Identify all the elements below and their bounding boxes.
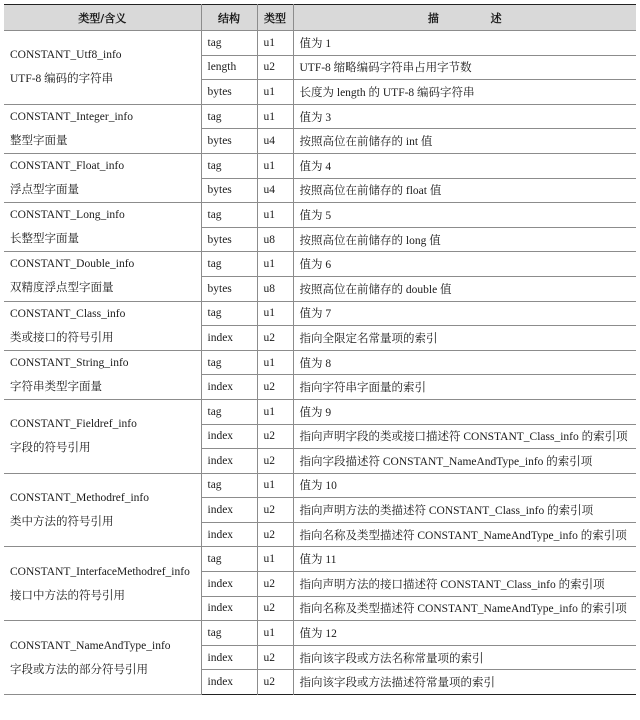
description-cell: 指向字符串字面量的索引 — [293, 375, 636, 400]
type-cell-value: u2 — [257, 572, 293, 597]
type-cell-value: u4 — [257, 129, 293, 154]
constant-meaning: 接口中方法的符号引用 — [10, 589, 125, 602]
description-cell: 值为 10 — [293, 473, 636, 498]
structure-cell: tag — [201, 547, 257, 572]
type-cell-value: u2 — [257, 326, 293, 351]
constant-type-cell — [4, 547, 201, 621]
type-cell-value: u8 — [257, 227, 293, 252]
structure-cell: index — [201, 645, 257, 670]
description-cell: 值为 12 — [293, 621, 636, 646]
header-structure: 结构 — [201, 5, 257, 31]
constant-name: CONSTANT_Float_info — [10, 160, 125, 173]
constant-name: CONSTANT_InterfaceMethodref_info — [10, 565, 190, 578]
structure-cell: index — [201, 449, 257, 474]
structure-cell: index — [201, 670, 257, 695]
constant-meaning: 长整型字面量 — [10, 233, 79, 246]
description-cell: 值为 9 — [293, 399, 636, 424]
table-body — [4, 31, 636, 695]
table-row — [4, 153, 636, 178]
structure-cell: tag — [201, 399, 257, 424]
description-cell: 指向声明方法的类描述符 CONSTANT_Class_info 的索引项 — [293, 498, 636, 523]
table-row — [4, 621, 636, 646]
constant-name: CONSTANT_Class_info — [10, 307, 126, 320]
description-cell: 指向声明字段的类或接口描述符 CONSTANT_Class_info 的索引项 — [293, 424, 636, 449]
structure-cell: bytes — [201, 178, 257, 203]
constant-type-cell — [4, 252, 201, 301]
description-cell: 值为 11 — [293, 547, 636, 572]
constant-meaning: 字符串类型字面量 — [10, 380, 102, 393]
constant-meaning: 浮点型字面量 — [10, 184, 79, 197]
constant-name: CONSTANT_Methodref_info — [10, 492, 149, 505]
type-cell-value: u1 — [257, 547, 293, 572]
table-row — [4, 399, 636, 424]
constant-name: CONSTANT_String_info — [10, 356, 129, 369]
structure-cell: tag — [201, 350, 257, 375]
constant-type-cell — [4, 31, 201, 105]
description-cell: 指向名称及类型描述符 CONSTANT_NameAndType_info 的索引项 — [293, 596, 636, 621]
type-cell-value: u1 — [257, 301, 293, 326]
structure-cell: bytes — [201, 129, 257, 154]
type-cell-value: u1 — [257, 153, 293, 178]
description-cell: 值为 5 — [293, 203, 636, 228]
structure-cell: bytes — [201, 276, 257, 301]
table-row — [4, 31, 636, 56]
table-row — [4, 104, 636, 129]
constant-type-cell — [4, 621, 201, 695]
constant-meaning: 字段或方法的部分符号引用 — [10, 663, 148, 676]
constant-type-cell — [4, 399, 201, 473]
constant-meaning: UTF-8 编码的字符串 — [10, 73, 114, 86]
structure-cell: tag — [201, 301, 257, 326]
constant-pool-table — [4, 4, 636, 695]
type-cell-value: u1 — [257, 473, 293, 498]
structure-cell: tag — [201, 104, 257, 129]
constant-meaning: 类中方法的符号引用 — [10, 516, 114, 529]
type-cell-value: u1 — [257, 252, 293, 277]
structure-cell: tag — [201, 153, 257, 178]
type-cell-value: u2 — [257, 645, 293, 670]
constant-type-cell — [4, 350, 201, 399]
structure-cell: index — [201, 498, 257, 523]
constant-type-cell — [4, 301, 201, 350]
structure-cell: index — [201, 375, 257, 400]
type-cell-value: u1 — [257, 399, 293, 424]
constant-meaning: 整型字面量 — [10, 134, 68, 147]
description-cell: 指向该字段或方法名称常量项的索引 — [293, 645, 636, 670]
constant-name: CONSTANT_NameAndType_info — [10, 639, 171, 652]
description-cell: 指向声明方法的接口描述符 CONSTANT_Class_info 的索引项 — [293, 572, 636, 597]
header-description: 描 述 — [293, 5, 636, 31]
structure-cell: index — [201, 424, 257, 449]
type-cell-value: u1 — [257, 621, 293, 646]
description-cell: 指向该字段或方法描述符常量项的索引 — [293, 670, 636, 695]
constant-name: CONSTANT_Fieldref_info — [10, 418, 137, 431]
type-cell-value: u2 — [257, 522, 293, 547]
type-cell-value: u2 — [257, 670, 293, 695]
structure-cell: tag — [201, 473, 257, 498]
constant-type-cell — [4, 153, 201, 202]
type-cell-value: u2 — [257, 375, 293, 400]
constant-type-cell — [4, 203, 201, 252]
structure-cell: tag — [201, 621, 257, 646]
structure-cell: index — [201, 572, 257, 597]
description-cell: 指向全限定名常量项的索引 — [293, 326, 636, 351]
type-cell-value: u1 — [257, 350, 293, 375]
constant-type-cell — [4, 104, 201, 153]
structure-cell: index — [201, 596, 257, 621]
type-cell-value: u2 — [257, 55, 293, 80]
description-cell: 按照高位在前储存的 int 值 — [293, 129, 636, 154]
description-cell: UTF-8 缩略编码字符串占用字节数 — [293, 55, 636, 80]
structure-cell: tag — [201, 203, 257, 228]
description-cell: 指向名称及类型描述符 CONSTANT_NameAndType_info 的索引项 — [293, 522, 636, 547]
type-cell-value: u2 — [257, 498, 293, 523]
table-row — [4, 252, 636, 277]
header-row — [4, 5, 636, 31]
structure-cell: bytes — [201, 227, 257, 252]
type-cell-value: u2 — [257, 424, 293, 449]
description-cell: 按照高位在前储存的 long 值 — [293, 227, 636, 252]
type-cell-value: u8 — [257, 276, 293, 301]
type-cell-value: u1 — [257, 104, 293, 129]
type-cell-value: u1 — [257, 80, 293, 105]
type-cell-value: u1 — [257, 31, 293, 56]
constant-meaning: 字段的符号引用 — [10, 442, 91, 455]
structure-cell: tag — [201, 252, 257, 277]
description-cell: 值为 7 — [293, 301, 636, 326]
header-type-meaning: 类型/含义 — [4, 5, 201, 31]
description-cell: 值为 6 — [293, 252, 636, 277]
structure-cell: index — [201, 326, 257, 351]
constant-name: CONSTANT_Double_info — [10, 258, 135, 271]
type-cell-value: u2 — [257, 596, 293, 621]
constant-name: CONSTANT_Integer_info — [10, 110, 134, 123]
table-row — [4, 203, 636, 228]
description-cell: 长度为 length 的 UTF-8 编码字符串 — [293, 80, 636, 105]
table-row — [4, 473, 636, 498]
header-type: 类型 — [257, 5, 293, 31]
description-cell: 指向字段描述符 CONSTANT_NameAndType_info 的索引项 — [293, 449, 636, 474]
description-cell: 值为 3 — [293, 104, 636, 129]
constant-name: CONSTANT_Utf8_info — [10, 49, 122, 62]
type-cell-value: u4 — [257, 178, 293, 203]
constant-type-cell — [4, 473, 201, 547]
table-row — [4, 350, 636, 375]
description-cell: 按照高位在前储存的 double 值 — [293, 276, 636, 301]
constant-meaning: 类或接口的符号引用 — [10, 331, 114, 344]
constant-name: CONSTANT_Long_info — [10, 209, 125, 222]
description-cell: 值为 1 — [293, 31, 636, 56]
table-row — [4, 301, 636, 326]
structure-cell: index — [201, 522, 257, 547]
constant-meaning: 双精度浮点型字面量 — [10, 282, 114, 295]
structure-cell: length — [201, 55, 257, 80]
table-row — [4, 547, 636, 572]
type-cell-value: u2 — [257, 449, 293, 474]
description-cell: 值为 8 — [293, 350, 636, 375]
description-cell: 值为 4 — [293, 153, 636, 178]
structure-cell: bytes — [201, 80, 257, 105]
structure-cell: tag — [201, 31, 257, 56]
type-cell-value: u1 — [257, 203, 293, 228]
description-cell: 按照高位在前储存的 float 值 — [293, 178, 636, 203]
